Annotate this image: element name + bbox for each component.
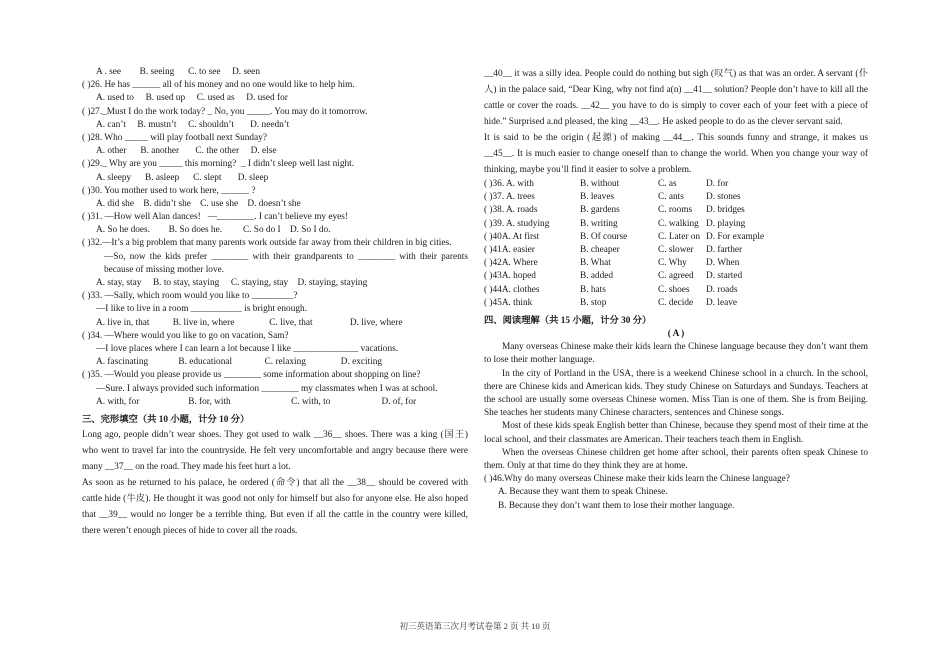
option-b: B. leaves [580,192,615,203]
question-46-option-a: A. Because they want them to speak Chinese. [498,487,668,498]
question-line: —Sure. I always provided such information ________ my classmates when I was at school. [96,383,438,394]
option-row [484,218,868,231]
option-q: ( )44A. clothes [484,284,540,295]
section-3-title: 三、完形填空（共 10 小题，计分 10 分） [82,414,250,425]
option-c: C. slower [658,244,694,255]
option-c: C. rooms [658,205,693,216]
option-row [484,191,868,204]
question-line: A. stay, stay B. to stay, staying C. staying, stay D. staying, staying [96,278,368,289]
option-c: C. walking [658,218,699,229]
option-b: B. cheaper [580,244,620,255]
cloze-paragraph-3: __40__ it was a silly idea. People could do nothing but sigh (叹气) as that was an order. A servant (仆人) in the palace said, “Dear King, why not find a(n) __41__ solution? People don’t have to kill all the cattle or cover the roads. __42__ you have to do is simply to cover each of your feet with a piece of hide.” Surprised a.nd pleased, the king __43__. He asked people to do as the clever servant said. [484,69,868,127]
reading-paragraph-1: Many overseas Chinese make their kids learn the Chinese language because they don’t want them to lose their mother language. [484,342,868,366]
grammar-questions [82,66,468,409]
page-footer: 初三英语第三次月考试卷第 2 页 共 10 页 [399,621,551,631]
section-4-title: 四、阅读理解（共 15 小题，计分 30 分） [484,315,652,326]
question-line: ( )34. —Where would you like to go on vacation, Sam? [82,330,289,341]
option-b: B. hats [580,284,606,295]
option-q: ( )39. A. studying [484,218,550,229]
question-line: —I love places where I can learn a lot because I like ______________ vacations. [96,343,399,354]
cloze-options [484,178,868,310]
question-line: ( )29._ Why are you _____ this morning? _ I didn’t sleep well last night. [82,159,355,170]
option-b: B. What [580,258,611,269]
option-c: C. Later on [658,231,701,242]
option-b: B. without [580,179,620,189]
option-b: B. gardens [580,205,620,216]
option-q: ( )45A. think [484,297,533,308]
option-d: D. For example [706,231,765,242]
question-line: A. used to B. used up C. used as D. used for [96,93,288,104]
option-b: B. added [580,271,614,282]
cloze-paragraph-2: As soon as he returned to his palace, he ordered (命令) that all the __38__ should be covered with cattle hide (牛皮). He thought it was good not only for himself but also for anyone else. He also hoped that __39__ would no longer be a terrible thing. But even if all the cattle in the country were killed, there weren’t enough pieces of hide to cover all the roads. [82,478,468,537]
option-b: B. Of course [580,231,628,242]
option-row [484,270,868,283]
option-d: D. started [706,271,743,282]
option-c: C. shoes [658,284,690,295]
option-q: ( )42A. Where [484,258,538,269]
option-q: ( )43A. hoped [484,271,536,282]
option-b: B. writing [580,218,618,229]
option-c: C. decide [658,297,694,308]
reading-paragraph-4: When the overseas Chinese children get home after school, their parents often speak Chinese to them. Only at that time do they think they are at home. [484,447,868,472]
option-q: ( )40A. At first [484,231,540,242]
question-line: ( )32.—It’s a big problem that many parents work outside far away from their children in big cities. [82,238,452,249]
reading-paragraph-2: In the city of Portland in the USA, there is a weekend Chinese school in a church. In the school, there are Chinese kids and American kids. They study Chinese on Saturdays and Sundays. Teachers at the school are usually some overseas Chinese women. Miss Tian is one of them. She is from Beijing. She teaches her students many Chinese characters, sentences and Chinese songs. [484,368,868,419]
option-c: C. as [658,179,677,189]
question-line: A. can’t B. mustn’t C. shouldn’t D. needn’t [96,119,290,130]
question-line: A. sleepy B. asleep C. slept D. sleep [96,172,269,183]
question-line: A . see B. seeing C. to see D. seen [96,67,260,77]
option-q: ( )38. A. roads [484,205,538,216]
option-c: C. ants [658,192,684,203]
question-line: A. with, for B. for, with C. with, to D. of, for [96,396,417,407]
question-line: ( )30. You mother used to work here, ______ ? [82,185,256,196]
question-line: —I like to live in a room ___________ is bright enough. [96,304,307,315]
question-46-option-b: B. Because they don’t want them to lose their mother language. [498,500,735,511]
option-row [484,204,868,217]
option-row [484,257,868,270]
option-row [484,284,868,297]
option-d: D. leave [706,297,737,308]
left-column [82,66,468,539]
option-row [484,178,868,191]
option-d: D. bridges [706,205,745,216]
option-d: D. When [706,258,740,269]
question-line: ( )27._Must I do the work today? _ No, you _____. You may do it tomorrow. [82,106,368,117]
option-row [484,297,868,310]
option-row [484,231,868,244]
option-q: ( )41A. easier [484,244,535,255]
cloze-paragraph-1: Long ago, people didn’t wear shoes. They got used to walk __36__ shoes. There was a king (国王) who went to travel far into the countryside. He felt very uncomfortable and angry because there were many __37__ on the road. They made his feet hurt a lot. [82,430,468,473]
question-line: ( )31. —How well Alan dances! —________. I can’t believe my eyes! [82,212,349,223]
question-line: A. live in, that B. live in, where C. live, that D. live, where [96,317,403,328]
option-c: C. agreed [658,271,694,282]
question-line: ( )26. He has ______ all of his money and no one would like to help him. [82,80,355,91]
question-line: ( )35. —Would you please provide us ________ some information about shopping on line? [82,370,421,381]
option-d: D. roads [706,284,738,295]
option-d: D. stones [706,192,741,203]
option-q: ( )36. A. with [484,179,534,189]
passage-label: ( A ) [667,329,685,340]
option-d: D. for [706,179,729,189]
option-row [484,244,868,257]
question-line: A. did she B. didn’t she C. use she D. doesn’t she [96,198,301,209]
option-d: D. playing [706,218,746,229]
cloze-paragraph-4: It is said to be the origin (起源) of making __44__. This sounds funny and strange, it makes us __45__. It is much easier to change oneself than to change the world. When you change your way of thinking, maybe you’ll find it easier to solve a problem. [484,133,868,175]
reading-paragraph-3: Most of these kids speak English better than Chinese, because they spend most of their time at the local school, and their classmates are American. Their teachers teach them in English. [484,421,868,445]
option-c: C. Why [658,258,687,269]
question-line: —So, now the kids prefer ________ with their grandparents to ________ with their parents because of missing mother love. [104,251,468,275]
question-46: ( )46.Why do many overseas Chinese make their kids learn the Chinese language? [484,474,790,485]
question-line: A. fascinating B. educational C. relaxing D. exciting [96,357,383,368]
question-line: ( )28. Who _____ will play football next Sunday? [82,132,267,143]
option-d: D. farther [706,244,743,255]
question-line: ( )33. —Sally, which room would you like to _________? [82,291,298,302]
question-line: A. So he does. B. So does he. C. So do I D. So I do. [96,225,331,236]
option-q: ( )37. A. trees [484,192,535,203]
question-line: A. other B. another C. the other D. else [96,146,277,157]
option-b: B. stop [580,297,607,308]
right-column [484,66,868,513]
